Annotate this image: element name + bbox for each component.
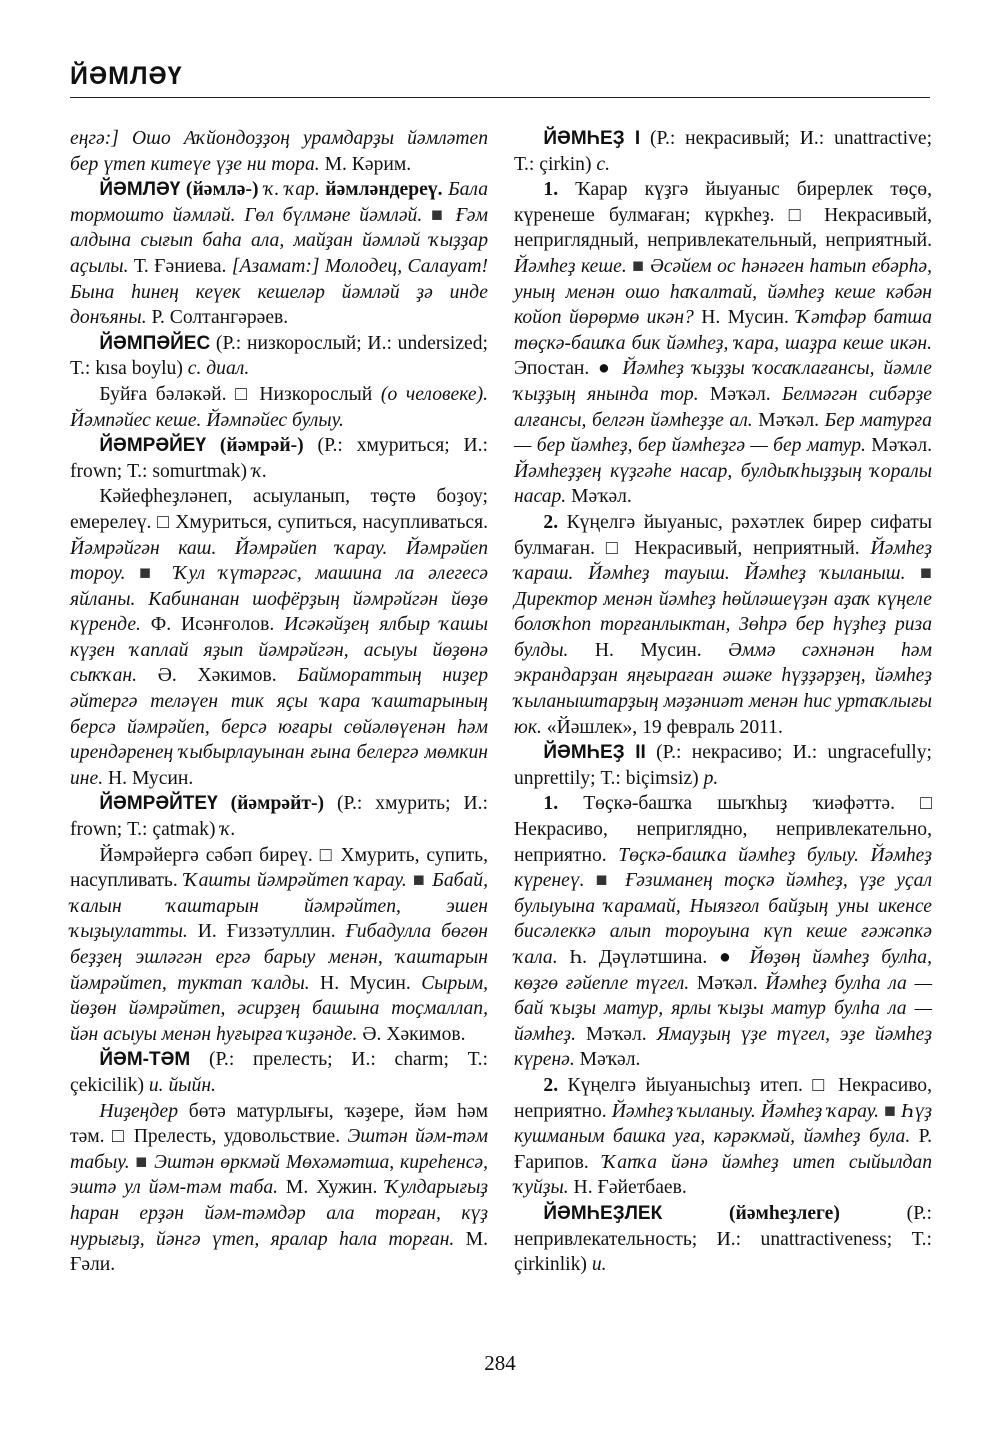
headword: ЙӘМҺЕҘ II: [543, 742, 646, 764]
entry-yamlau: ЙӘМЛӘҮ (йәмлә-) ҡ. ҡар. йәмләндереү. Бала тормошто йәмләй. Гөл бүлмәне йәмләй. ■ Ғәм алдына сығып баһа ала, майҙан йәмләй ҡыҙҙар аҫылы. Т. Ғәниева. [Азамат:] Молодец, Салауат! Бына һинең кеүек кешеләр йәмләй ҙә инде донъяны. Р. Солтангәрәев.: [70, 179, 489, 329]
box-marker-icon: □: [605, 537, 624, 559]
bullet-marker-icon: ●: [598, 358, 614, 380]
entry-yam-tam: ЙӘМ-ТӘМ (Р.: прелесть; И.: charm; Т.: çekicilik) и. йыйн.: [70, 1049, 488, 1096]
entry-yamrayeu: ЙӘМРӘЙЕҮ (йәмрәй-) (Р.: хмуриться; И.: frown; Т.: somurtmak) ҡ.: [70, 435, 488, 482]
headword: ЙӘМПӘЙЕС: [99, 332, 211, 354]
headword: ЙӘМРӘЙТЕҮ: [99, 793, 218, 815]
square-marker-icon: ■: [406, 870, 433, 892]
entry-yamhez-2: ЙӘМҺЕҘ II (Р.: некрасиво; И.: ungracefully; unprettily; Т.: biçimsiz) р.: [514, 742, 932, 789]
square-marker-icon: ■: [584, 870, 626, 892]
headword: ЙӘМЛӘҮ: [99, 179, 181, 201]
sense-2: 2. Күңелгә йыуанысһыҙ итеп. □ Некрасиво, неприятно. Йәмһеҙ ҡыланыу. Йәмһеҙ ҡарау. ■ Һүҙ кушманым башка уға, кәрәкмәй, йәмһеҙ була. Р. Ғарипов. Ҡапҡа йәнә йәмһеҙ итеп сыйылдап ҡуйҙы. Н. Ғәйетбаев.: [514, 1074, 933, 1199]
definition: Буйға бәләкәй. □ Низкорослый (о человеке). Йәмпәйес кеше. Йәмпәйес булыу.: [70, 383, 489, 431]
box-marker-icon: □: [157, 511, 170, 533]
headword: ЙӘМҺЕҘ I: [543, 128, 641, 149]
entry-continuation: еңгә:] Ошо Аҡйондоҙҙоң урамдарҙы йәмләтеп бер үтеп китеүе үҙе ни тора. М. Кәрим.: [70, 128, 488, 175]
square-marker-icon: ■: [905, 563, 932, 585]
entry-yamhez-1: ЙӘМҺЕҘ I (Р.: некрасивый; И.: unattractive; Т.: çirkin) с.: [514, 128, 933, 175]
square-marker-icon: ■: [879, 1100, 902, 1122]
box-marker-icon: □: [812, 1074, 829, 1096]
entry-yampayes: ЙӘМПӘЙЕС (Р.: низкорослый; И.: undersized; Т.: kısa boylu) с. диал.: [70, 332, 488, 380]
box-marker-icon: □: [920, 793, 932, 815]
right-column: [514, 126, 932, 1278]
header-rule: [70, 97, 930, 98]
sense-1: 1. Ҡарар күҙгә йыуаныс бирерлек төҫө, күренеше булмаған; күркһеҙ. □ Некрасивый, неприглядный, непривлекательный, неприятный. Йәмһеҙ кеше. ■ Әсәйем ос һәнәген һатып ебәрһә, уның менән ошо һаҡалтай, йәмһеҙ кеше кәбән койоп йөрөрмө икән? Н. Мусин. Ҡәтфәр батша төҫкә-башҡа бик йәмһеҙ, ҡара, шаҙра кеше икән. Эпостан. ● Йәмһеҙ ҡыҙҙы ҡосаҡлағансы, йәмле ҡыҙҙың янында тор. Мәҡәл. Белмәгән сибәрҙе алғансы, белгән йәмһеҙҙе ал. Мәҡәл. Бер матурға — бер йәмһеҙ, бер йәмһеҙгә — бер матур. Мәҡәл. Йәмһеҙҙең күҙгәһе насар, булдыҡһыҙҙың ҡоралы насар. Мәҡәл.: [514, 179, 933, 508]
square-marker-icon: ■: [125, 563, 174, 585]
headword: ЙӘМ-ТӘМ: [99, 1049, 191, 1071]
square-marker-icon: ■: [129, 1151, 155, 1173]
sense-2: 2. Күңелгә йыуаныс, рәхәтлек бирер сифаты булмаған. □ Некрасивый, неприятный. Йәмһеҙ ҡараш. Йәмһеҙ тауыш. Йәмһеҙ ҡыланыш. ■ Директор менән йәмһеҙ һөйләшеүҙән аҙаҡ күңеле болоҡһоп торғанлыктан, Зөһрә бер һүҙһеҙ риза булды. Н. Мусин. Әммә сәхнәнән һәм экрандарҙан яңғыраған әшәке һүҙҙәрҙең, йәмһеҙ ҡыланыштарҙың мәҙәниәт менән һис уртаҡлығы юк. «Йәшлек», 19 февраль 2011.: [514, 511, 933, 738]
square-marker-icon: ■: [422, 204, 456, 226]
headword: ЙӘМРӘЙЕҮ: [99, 435, 207, 457]
box-marker-icon: □: [319, 844, 334, 866]
box-marker-icon: □: [235, 383, 251, 405]
definition: Йәмрәйергә сәбәп биреү. □ Хмурить, супить, насупливать. Ҡашты йәмрәйтеп ҡарау. ■ Бабай, ҡалын ҡаштарын йәмрәйтеп, эшен ҡыҙыулатты. И. Ғиззәтуллин. Ғибадулла бөгөн беҙҙең эшләгән ергә барыу менән, ҡаштарын йәмрәйтеп, туктап ҡалды. Н. Мусин. Сырым, йөҙөн йәмрәйтеп, әсирҙең башына тоҫмаллап, йән асыуы менән һуғырға ҡиҙәнде. Ә. Хәкимов.: [70, 844, 488, 1045]
entry-yamhezlek: ЙӘМҺЕҘЛЕК (йәмһеҙлеге) (Р.: непривлекательность; И.: unattractiveness; Т.: çirkinlik) и.: [514, 1202, 932, 1276]
definition: Ниҙеңдер бөтә матурлығы, ҡәҙере, йәм һәм тәм. □ Прелесть, удовольствие. Эштән йәм-тәм табыу. ■ Эштән өркмәй Мөхәмәтша, киреһенсә, эштә ул йәм-тәм таба. М. Хужин. Ҡулдарығыҙ һаран ерҙән йәм-тәмдәр ала торған, күҙ нурығыҙ, йәнгә үтеп, яралар һала торған. М. Ғәли.: [70, 1100, 489, 1276]
running-title: ЙӘМЛӘҮ: [70, 62, 183, 90]
sense-1: 1. Төҫкә-башҡа шыҡһыҙ ҡиәфәттә. □ Некрасиво, неприглядно, непривлекательно, неприятно. Төҫкә-башҡа йәмһеҙ булыу. Йәмһеҙ күренеү. ■ Ғәзиманең тоҫкә йәмһеҙ, үҙе уҫал булыуына ҡарамай, Ныязғол байҙың уны икенсе бисәлеккә алып тороуына күп кеше ғәжәпкә ҡала. Һ. Дәүләтшина. ● Йөҙөң йәмһеҙ булһа, көҙгө ғәйепле түгел. Мәҡәл. Йәмһеҙ булһа ла — бай ҡыҙы матур, ярлы ҡыҙы матур булһа ла — йәмһеҙ. Мәҡәл. Ямауҙың үҙе түгел, эҙе йәмһеҙ күренә. Мәҡәл.: [514, 793, 932, 1071]
square-marker-icon: ■: [626, 255, 651, 277]
left-column: [70, 126, 488, 1278]
headword: ЙӘМҺЕҘЛЕК: [543, 1202, 663, 1224]
entry-yamrayteu: ЙӘМРӘЙТЕҮ (йәмрәйт-) (Р.: хмурить; И.: frown; Т.: çatmak) ҡ.: [70, 793, 488, 841]
box-marker-icon: □: [111, 1126, 127, 1148]
bullet-marker-icon: ●: [719, 947, 738, 968]
box-marker-icon: □: [788, 204, 810, 226]
page-number: 284: [484, 1351, 516, 1375]
definition: Кәйефһеҙләнеп, асыуланып, төҫтө боҙоу; емерелеү. □ Хмуриться, супиться, насупливаться. Йәмрәйгән каш. Йәмрәйеп ҡарау. Йәмрәйеп тороу. ■ Ҡул ҡүтәргәс, машина ла әлегесә яйланы. Кабинанан шофёрҙың йәмрәйгән йөҙө күренде. Ф. Исәнғолов. Исәкәйҙең ялбыр ҡашы күҙен ҡаплай яҙып йәмрәйгән, асыуы йөҙөнә сыҡҡан. Ә. Хәкимов. Баймораттың ниҙер әйтергә теләүен тик яҫы ҡара ҡаштарының берсә йәмрәйеп, берсә юғары сөйәлөүенән һәм ирендәренең ҡыбырлауынан ғына белергә мөмкин ине. Н. Мусин.: [70, 486, 489, 789]
